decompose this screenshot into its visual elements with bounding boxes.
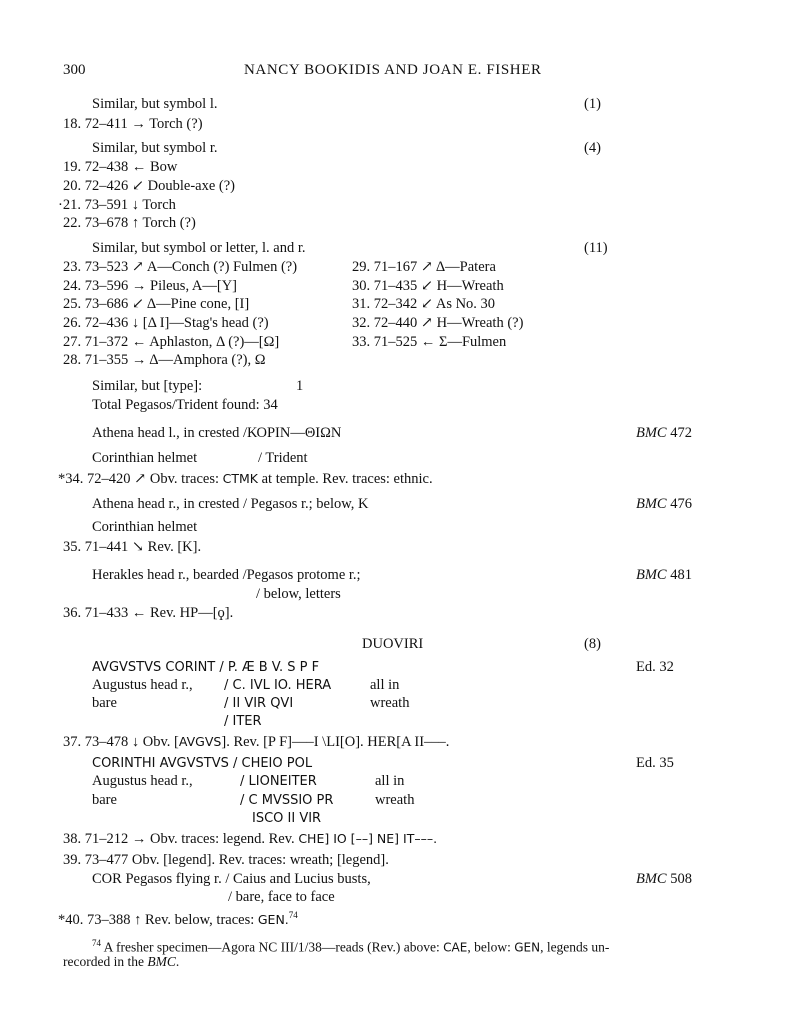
inscription: CORINTHI AVGVSTVS / CHEIO POL bbox=[92, 756, 313, 771]
entry-text: 38. 71–212 → Obv. traces: legend. Rev. bbox=[63, 831, 299, 847]
reference-abbrev: BMC bbox=[147, 954, 176, 969]
reference-number: 472 bbox=[666, 425, 692, 441]
inscription: / C MVSSIO PR bbox=[240, 793, 334, 808]
type-description: bare bbox=[92, 792, 117, 808]
type-description: Corinthian helmet bbox=[92, 450, 198, 466]
catalogue-entry: 28. 71–355 → Δ—Amphora (?), Ω bbox=[63, 352, 266, 368]
footnote-mark: 74 bbox=[92, 938, 101, 948]
type-description: Augustus head r., bbox=[92, 677, 193, 693]
reference-number: 476 bbox=[666, 496, 692, 512]
catalogue-entry: 23. 73–523 ↗ A—Conch (?) Fulmen (?) bbox=[63, 259, 298, 275]
type-description: wreath bbox=[375, 792, 415, 808]
catalogue-entry: 33. 71–525 ← Σ—Fulmen bbox=[352, 334, 507, 350]
type-description: / below, letters bbox=[256, 586, 341, 602]
summary-line: Similar, but [type]: bbox=[92, 378, 203, 394]
catalogue-entry: 25. 73–686 ↙ Δ—Pine cone, [I] bbox=[63, 296, 250, 312]
footnote-text: recorded in the bbox=[63, 954, 148, 969]
type-description: all in bbox=[375, 773, 405, 789]
entry-text: at temple. Rev. traces: ethnic. bbox=[258, 471, 433, 487]
reference-number: 508 bbox=[666, 871, 692, 887]
inscription: / LIONEITER bbox=[240, 774, 317, 789]
catalogue-entry: 26. 72–436 ↓ [Δ I]—Stag's head (?) bbox=[63, 315, 269, 331]
footnote-ref: 74 bbox=[288, 910, 298, 920]
type-description: Corinthian helmet bbox=[92, 519, 198, 535]
catalogue-entry bbox=[58, 907, 298, 929]
catalogue-entry bbox=[58, 470, 433, 488]
catalogue-entry: 36. 71–433 ← Rev. ΗΡ—[ϙ]. bbox=[63, 605, 234, 621]
page-number: 300 bbox=[63, 62, 86, 78]
entry-text: 37. 73–478 ↓ Obv. bbox=[63, 734, 175, 750]
inscription: AVGVS bbox=[178, 734, 222, 749]
group-heading: Similar, but symbol r. bbox=[92, 140, 218, 156]
catalogue-entry: 32. 72–440 ↗ H—Wreath (?) bbox=[352, 315, 524, 331]
running-title: NANCY BOOKIDIS AND JOAN E. FISHER bbox=[244, 62, 542, 78]
section-heading: DUOVIRI bbox=[362, 636, 424, 652]
catalogue-entry: 39. 73–477 Obv. [legend]. Rev. traces: wreath; [legend]. bbox=[63, 852, 389, 868]
type-description: bare bbox=[92, 695, 117, 711]
entry-text: *34. 72–420 ↗ Obv. traces: bbox=[58, 471, 223, 487]
catalogue-entry: ·21. 73–591 ↓ Torch bbox=[58, 197, 176, 213]
footnote-text: . bbox=[175, 954, 180, 969]
group-count: (1) bbox=[584, 96, 601, 112]
inscription: CHE] IO [––] NE] IT–––. bbox=[298, 831, 438, 846]
type-description: Athena head l., in crested /ΚΟΡΙΝ—ΘΙΩΝ bbox=[92, 425, 342, 441]
inscription: ISCO II VIR bbox=[252, 811, 322, 826]
summary-line: Total Pegasos/Trident found: 34 bbox=[92, 397, 278, 413]
reference: Ed. 35 bbox=[636, 755, 674, 771]
reference bbox=[636, 425, 692, 442]
inscription: AVGVSTVS CORINT / P. Æ B V. S P F bbox=[92, 660, 320, 675]
catalogue-entry: 22. 73–678 ↑ Torch (?) bbox=[63, 215, 196, 231]
reference bbox=[636, 496, 692, 513]
inscription: CTMK bbox=[222, 471, 258, 486]
inscription: / C. IVL IO. HERA bbox=[224, 678, 332, 693]
type-description: COR Pegasos flying r. / Caius and Lucius busts, bbox=[92, 871, 371, 887]
group-heading: Similar, but symbol l. bbox=[92, 96, 218, 112]
catalogue-entry: 20. 72–426 ↙ Double-axe (?) bbox=[63, 178, 236, 194]
type-description: wreath bbox=[370, 695, 410, 711]
inscription: / II VIR QVI bbox=[224, 696, 294, 711]
reference-abbrev: BMC bbox=[636, 567, 667, 583]
catalogue-entry: 24. 73–596 → Pileus, A—[Y] bbox=[63, 278, 237, 294]
reference: Ed. 32 bbox=[636, 659, 674, 675]
group-heading: Similar, but symbol or letter, l. and r. bbox=[92, 240, 306, 256]
inscription: GEN bbox=[514, 940, 541, 955]
reference-abbrev: BMC bbox=[636, 496, 667, 512]
footnote-text: A fresher specimen—Agora NC III/1/38—reads (Rev.) above: bbox=[101, 939, 444, 955]
group-count: (11) bbox=[584, 240, 608, 256]
reference bbox=[636, 567, 692, 584]
footnote-line bbox=[63, 953, 179, 970]
type-description: Augustus head r., bbox=[92, 773, 193, 789]
type-description: / bare, face to face bbox=[228, 889, 335, 905]
type-description: Herakles head r., bearded /Pegasos protome r.; bbox=[92, 567, 361, 583]
inscription: GEN. bbox=[257, 911, 289, 927]
catalogue-entry: 35. 71–441 ↘ Rev. [K]. bbox=[63, 539, 202, 555]
catalogue-entry: 19. 72–438 ← Bow bbox=[63, 159, 178, 175]
inscription: CAE bbox=[443, 940, 468, 955]
catalogue-entry bbox=[63, 830, 437, 848]
group-count: (8) bbox=[584, 636, 601, 652]
footnote-text: , below: bbox=[467, 939, 515, 955]
catalogue-entry: 31. 72–342 ↙ As No. 30 bbox=[352, 296, 496, 312]
footnote-text: , legends un- bbox=[540, 939, 610, 955]
entry-text: ]. Rev. [P F]–––I \LI[O]. HER[A II–––. bbox=[221, 734, 450, 750]
type-description: / Trident bbox=[258, 450, 308, 466]
reference bbox=[636, 871, 692, 888]
group-count: (4) bbox=[584, 140, 601, 156]
catalogue-entry: 30. 71–435 ↙ H—Wreath bbox=[352, 278, 504, 294]
reference-abbrev: BMC bbox=[636, 425, 667, 441]
summary-count: 1 bbox=[296, 378, 304, 394]
catalogue-entry: 37. 73–478 ↓ Obv. [AVGVS]. Rev. [P F]–––I \LI[O]. HER[A II–––. bbox=[63, 734, 450, 750]
inscription: / ITER bbox=[224, 714, 262, 729]
reference-abbrev: BMC bbox=[636, 871, 667, 887]
type-description: Athena head r., in crested / Pegasos r.; below, K bbox=[92, 496, 369, 512]
catalogue-entry: 27. 71–372 ← Aphlaston, Δ (?)—[Ω] bbox=[63, 334, 280, 350]
entry-text: *40. 73–388 ↑ Rev. below, traces: bbox=[58, 911, 258, 928]
type-description: all in bbox=[370, 677, 400, 693]
reference-number: 481 bbox=[666, 567, 692, 583]
catalogue-entry: 18. 72–411 → Torch (?) bbox=[63, 116, 203, 132]
catalogue-entry: 29. 71–167 ↗ Δ—Patera bbox=[352, 259, 496, 275]
